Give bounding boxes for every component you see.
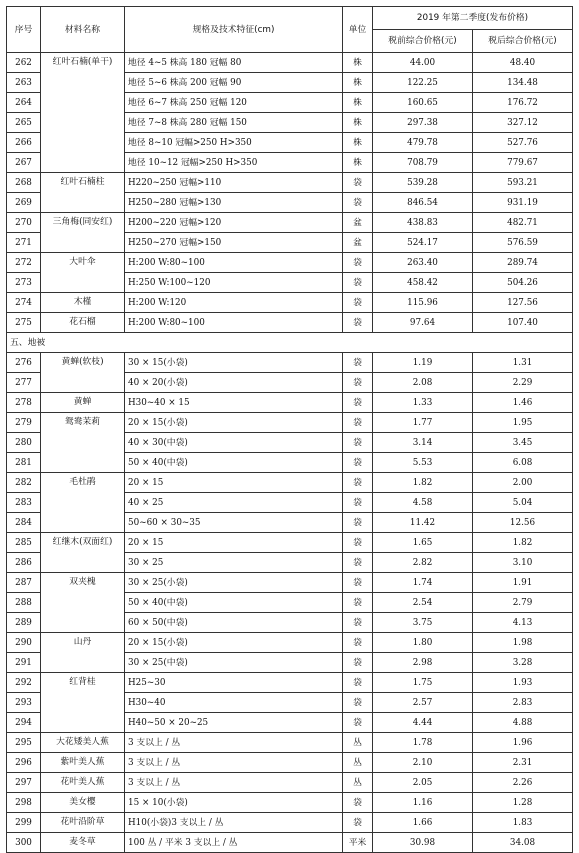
cell-spec: 100 丛 / 平米 3 支以上 / 丛 (125, 833, 343, 853)
cell-pre-tax-price: 4.58 (373, 493, 473, 513)
cell-seq: 291 (7, 653, 41, 673)
table-row (7, 533, 573, 553)
cell-unit: 株 (343, 133, 373, 153)
cell-seq: 266 (7, 133, 41, 153)
cell-post-tax-price: 34.08 (473, 833, 573, 853)
cell-pre-tax-price: 11.42 (373, 513, 473, 533)
cell-pre-tax-price: 1.33 (373, 393, 473, 413)
cell-post-tax-price: 482.71 (473, 213, 573, 233)
table-row (7, 573, 573, 593)
cell-unit: 袋 (343, 613, 373, 633)
cell-spec: 地径 4~5 株高 180 冠幅 80 (125, 53, 343, 73)
cell-unit: 丛 (343, 773, 373, 793)
cell-material-name: 红叶石楠柱 (41, 173, 125, 213)
cell-post-tax-price: 1.31 (473, 353, 573, 373)
cell-post-tax-price: 134.48 (473, 73, 573, 93)
header-pre-tax: 税前综合价格(元) (373, 30, 473, 53)
cell-spec: 3 支以上 / 丛 (125, 753, 343, 773)
cell-unit: 袋 (343, 593, 373, 613)
cell-unit: 盆 (343, 213, 373, 233)
cell-pre-tax-price: 1.19 (373, 353, 473, 373)
cell-seq: 267 (7, 153, 41, 173)
cell-spec: 40 × 30(中袋) (125, 433, 343, 453)
cell-pre-tax-price: 2.98 (373, 653, 473, 673)
cell-pre-tax-price: 1.66 (373, 813, 473, 833)
cell-spec: 30 × 25 (125, 553, 343, 573)
cell-post-tax-price: 931.19 (473, 193, 573, 213)
cell-post-tax-price: 127.56 (473, 293, 573, 313)
cell-unit: 株 (343, 93, 373, 113)
cell-unit: 袋 (343, 633, 373, 653)
table-row (7, 213, 573, 233)
cell-post-tax-price: 1.46 (473, 393, 573, 413)
cell-pre-tax-price: 3.14 (373, 433, 473, 453)
table-row (7, 633, 573, 653)
cell-unit: 袋 (343, 473, 373, 493)
cell-unit: 株 (343, 53, 373, 73)
cell-pre-tax-price: 846.54 (373, 193, 473, 213)
cell-material-name: 红继木(双面红) (41, 533, 125, 573)
header-spec: 规格及技术特征(cm) (125, 7, 343, 53)
cell-spec: 40 × 25 (125, 493, 343, 513)
cell-seq: 290 (7, 633, 41, 653)
cell-unit: 袋 (343, 433, 373, 453)
cell-pre-tax-price: 438.83 (373, 213, 473, 233)
cell-unit: 袋 (343, 353, 373, 373)
cell-seq: 265 (7, 113, 41, 133)
table-row (7, 393, 573, 413)
cell-seq: 287 (7, 573, 41, 593)
cell-material-name: 红叶石楠(单干) (41, 53, 125, 173)
cell-material-name: 紫叶美人蕉 (41, 753, 125, 773)
cell-post-tax-price: 527.76 (473, 133, 573, 153)
cell-seq: 285 (7, 533, 41, 553)
cell-seq: 283 (7, 493, 41, 513)
cell-seq: 289 (7, 613, 41, 633)
cell-post-tax-price: 12.56 (473, 513, 573, 533)
cell-spec: 40 × 20(小袋) (125, 373, 343, 393)
cell-spec: H30~40 × 15 (125, 393, 343, 413)
cell-material-name: 大叶伞 (41, 253, 125, 293)
cell-spec: 3 支以上 / 丛 (125, 733, 343, 753)
table-row (7, 293, 573, 313)
cell-post-tax-price: 2.26 (473, 773, 573, 793)
cell-pre-tax-price: 1.75 (373, 673, 473, 693)
cell-post-tax-price: 6.08 (473, 453, 573, 473)
cell-spec: 地径 6~7 株高 250 冠幅 120 (125, 93, 343, 113)
cell-seq: 279 (7, 413, 41, 433)
cell-spec: H30~40 (125, 693, 343, 713)
cell-pre-tax-price: 5.53 (373, 453, 473, 473)
cell-pre-tax-price: 2.82 (373, 553, 473, 573)
table-row (7, 173, 573, 193)
cell-spec: H40~50 × 20~25 (125, 713, 343, 733)
cell-seq: 281 (7, 453, 41, 473)
cell-pre-tax-price: 1.80 (373, 633, 473, 653)
cell-unit: 丛 (343, 733, 373, 753)
cell-unit: 袋 (343, 253, 373, 273)
cell-material-name: 麦冬草 (41, 833, 125, 853)
cell-post-tax-price: 48.40 (473, 53, 573, 73)
cell-spec: 地径 7~8 株高 280 冠幅 150 (125, 113, 343, 133)
cell-pre-tax-price: 2.54 (373, 593, 473, 613)
cell-seq: 286 (7, 553, 41, 573)
cell-post-tax-price: 1.93 (473, 673, 573, 693)
cell-spec: 3 支以上 / 丛 (125, 773, 343, 793)
cell-spec: 地径 10~12 冠幅>250 H>350 (125, 153, 343, 173)
table-row (7, 673, 573, 693)
cell-material-name: 双夹槐 (41, 573, 125, 633)
cell-spec: 30 × 15(小袋) (125, 353, 343, 373)
table-row (7, 253, 573, 273)
cell-unit: 袋 (343, 693, 373, 713)
cell-spec: 50 × 40(中袋) (125, 593, 343, 613)
cell-pre-tax-price: 2.05 (373, 773, 473, 793)
cell-pre-tax-price: 3.75 (373, 613, 473, 633)
table-row (7, 473, 573, 493)
cell-post-tax-price: 593.21 (473, 173, 573, 193)
cell-unit: 丛 (343, 753, 373, 773)
cell-seq: 294 (7, 713, 41, 733)
cell-unit: 袋 (343, 793, 373, 813)
cell-post-tax-price: 504.26 (473, 273, 573, 293)
cell-post-tax-price: 2.31 (473, 753, 573, 773)
table-row (7, 313, 573, 333)
cell-spec: H220~250 冠幅>110 (125, 173, 343, 193)
cell-post-tax-price: 4.88 (473, 713, 573, 733)
cell-unit: 袋 (343, 813, 373, 833)
cell-spec: 30 × 25(中袋) (125, 653, 343, 673)
cell-pre-tax-price: 30.98 (373, 833, 473, 853)
cell-pre-tax-price: 115.96 (373, 293, 473, 313)
cell-unit: 株 (343, 153, 373, 173)
cell-seq: 278 (7, 393, 41, 413)
cell-material-name: 花叶美人蕉 (41, 773, 125, 793)
cell-post-tax-price: 3.28 (473, 653, 573, 673)
cell-unit: 袋 (343, 193, 373, 213)
table-row (7, 833, 573, 853)
cell-unit: 袋 (343, 653, 373, 673)
cell-spec: H250~280 冠幅>130 (125, 193, 343, 213)
cell-spec: 50 × 40(中袋) (125, 453, 343, 473)
table-row (7, 53, 573, 73)
cell-post-tax-price: 107.40 (473, 313, 573, 333)
cell-material-name: 山丹 (41, 633, 125, 673)
cell-pre-tax-price: 97.64 (373, 313, 473, 333)
cell-post-tax-price: 576.59 (473, 233, 573, 253)
cell-spec: 15 × 10(小袋) (125, 793, 343, 813)
cell-material-name: 花石榴 (41, 313, 125, 333)
cell-spec: 20 × 15 (125, 473, 343, 493)
table-body (7, 53, 573, 853)
cell-spec: H200~220 冠幅>120 (125, 213, 343, 233)
cell-post-tax-price: 2.79 (473, 593, 573, 613)
cell-pre-tax-price: 1.16 (373, 793, 473, 813)
cell-spec: 60 × 50(中袋) (125, 613, 343, 633)
cell-spec: 20 × 15 (125, 533, 343, 553)
cell-seq: 282 (7, 473, 41, 493)
cell-seq: 268 (7, 173, 41, 193)
cell-unit: 株 (343, 113, 373, 133)
material-price-table (6, 6, 573, 853)
header-seq: 序号 (7, 7, 41, 53)
cell-post-tax-price: 1.95 (473, 413, 573, 433)
cell-spec: 地径 5~6 株高 200 冠幅 90 (125, 73, 343, 93)
cell-post-tax-price: 327.12 (473, 113, 573, 133)
table-row (7, 733, 573, 753)
cell-spec: H:200 W:120 (125, 293, 343, 313)
cell-seq: 273 (7, 273, 41, 293)
cell-pre-tax-price: 4.44 (373, 713, 473, 733)
cell-pre-tax-price: 539.28 (373, 173, 473, 193)
section-label: 五、地被 (7, 333, 573, 353)
cell-post-tax-price: 1.28 (473, 793, 573, 813)
cell-unit: 袋 (343, 533, 373, 553)
cell-post-tax-price: 3.10 (473, 553, 573, 573)
cell-pre-tax-price: 263.40 (373, 253, 473, 273)
cell-spec: H:200 W:80~100 (125, 313, 343, 333)
cell-pre-tax-price: 1.65 (373, 533, 473, 553)
cell-unit: 袋 (343, 453, 373, 473)
cell-material-name: 大花矮美人蕉 (41, 733, 125, 753)
cell-unit: 袋 (343, 673, 373, 693)
cell-seq: 275 (7, 313, 41, 333)
cell-pre-tax-price: 2.10 (373, 753, 473, 773)
cell-material-name: 美女樱 (41, 793, 125, 813)
cell-seq: 262 (7, 53, 41, 73)
cell-material-name: 红背桂 (41, 673, 125, 733)
cell-spec: 20 × 15(小袋) (125, 633, 343, 653)
cell-spec: 20 × 15(小袋) (125, 413, 343, 433)
cell-spec: H25~30 (125, 673, 343, 693)
cell-pre-tax-price: 1.78 (373, 733, 473, 753)
cell-seq: 277 (7, 373, 41, 393)
table-row (7, 813, 573, 833)
cell-post-tax-price: 3.45 (473, 433, 573, 453)
cell-spec: 地径 8~10 冠幅>250 H>350 (125, 133, 343, 153)
cell-unit: 袋 (343, 173, 373, 193)
cell-unit: 盆 (343, 233, 373, 253)
cell-material-name: 三角梅(同安红) (41, 213, 125, 253)
cell-spec: H:250 W:100~120 (125, 273, 343, 293)
header-period: 2019 年第二季度(发布价格) (373, 7, 573, 30)
cell-unit: 袋 (343, 273, 373, 293)
cell-post-tax-price: 1.83 (473, 813, 573, 833)
header-post-tax: 税后综合价格(元) (473, 30, 573, 53)
cell-pre-tax-price: 1.77 (373, 413, 473, 433)
cell-material-name: 毛杜鹃 (41, 473, 125, 533)
cell-pre-tax-price: 479.78 (373, 133, 473, 153)
header-row-1 (7, 7, 573, 30)
cell-unit: 袋 (343, 413, 373, 433)
cell-post-tax-price: 4.13 (473, 613, 573, 633)
cell-unit: 袋 (343, 393, 373, 413)
cell-seq: 298 (7, 793, 41, 813)
cell-unit: 袋 (343, 493, 373, 513)
cell-seq: 263 (7, 73, 41, 93)
cell-seq: 271 (7, 233, 41, 253)
header-name: 材料名称 (41, 7, 125, 53)
cell-post-tax-price: 1.91 (473, 573, 573, 593)
cell-spec: H250~270 冠幅>150 (125, 233, 343, 253)
cell-spec: 50~60 × 30~35 (125, 513, 343, 533)
cell-material-name: 木槿 (41, 293, 125, 313)
cell-pre-tax-price: 524.17 (373, 233, 473, 253)
table-row (7, 773, 573, 793)
cell-pre-tax-price: 160.65 (373, 93, 473, 113)
cell-pre-tax-price: 458.42 (373, 273, 473, 293)
table-row (7, 793, 573, 813)
cell-seq: 269 (7, 193, 41, 213)
cell-seq: 264 (7, 93, 41, 113)
cell-unit: 袋 (343, 573, 373, 593)
cell-seq: 274 (7, 293, 41, 313)
cell-post-tax-price: 176.72 (473, 93, 573, 113)
cell-seq: 296 (7, 753, 41, 773)
cell-post-tax-price: 289.74 (473, 253, 573, 273)
cell-post-tax-price: 1.82 (473, 533, 573, 553)
cell-material-name: 黄蝉 (41, 393, 125, 413)
cell-pre-tax-price: 708.79 (373, 153, 473, 173)
cell-post-tax-price: 2.00 (473, 473, 573, 493)
cell-post-tax-price: 1.96 (473, 733, 573, 753)
cell-seq: 297 (7, 773, 41, 793)
cell-pre-tax-price: 2.08 (373, 373, 473, 393)
cell-pre-tax-price: 1.74 (373, 573, 473, 593)
cell-unit: 袋 (343, 553, 373, 573)
cell-unit: 袋 (343, 713, 373, 733)
cell-pre-tax-price: 2.57 (373, 693, 473, 713)
cell-unit: 袋 (343, 313, 373, 333)
cell-pre-tax-price: 297.38 (373, 113, 473, 133)
cell-post-tax-price: 5.04 (473, 493, 573, 513)
table-row (7, 753, 573, 773)
cell-seq: 270 (7, 213, 41, 233)
cell-pre-tax-price: 122.25 (373, 73, 473, 93)
cell-seq: 295 (7, 733, 41, 753)
cell-seq: 293 (7, 693, 41, 713)
cell-spec: H10(小袋)3 支以上 / 丛 (125, 813, 343, 833)
cell-seq: 272 (7, 253, 41, 273)
table-row (7, 413, 573, 433)
cell-seq: 292 (7, 673, 41, 693)
cell-seq: 280 (7, 433, 41, 453)
cell-unit: 袋 (343, 373, 373, 393)
table-row (7, 353, 573, 373)
cell-material-name: 鸳鸯茉莉 (41, 413, 125, 473)
cell-post-tax-price: 779.67 (473, 153, 573, 173)
cell-seq: 300 (7, 833, 41, 853)
cell-unit: 袋 (343, 293, 373, 313)
cell-unit: 平米 (343, 833, 373, 853)
cell-post-tax-price: 2.83 (473, 693, 573, 713)
cell-seq: 284 (7, 513, 41, 533)
cell-seq: 276 (7, 353, 41, 373)
cell-material-name: 黄蝉(软枝) (41, 353, 125, 393)
cell-spec: 30 × 25(小袋) (125, 573, 343, 593)
cell-unit: 袋 (343, 513, 373, 533)
cell-pre-tax-price: 44.00 (373, 53, 473, 73)
section-row (7, 333, 573, 353)
cell-seq: 288 (7, 593, 41, 613)
cell-material-name: 花叶沿阶草 (41, 813, 125, 833)
cell-post-tax-price: 1.98 (473, 633, 573, 653)
header-unit: 单位 (343, 7, 373, 53)
cell-spec: H:200 W:80~100 (125, 253, 343, 273)
cell-pre-tax-price: 1.82 (373, 473, 473, 493)
cell-seq: 299 (7, 813, 41, 833)
cell-post-tax-price: 2.29 (473, 373, 573, 393)
cell-unit: 株 (343, 73, 373, 93)
